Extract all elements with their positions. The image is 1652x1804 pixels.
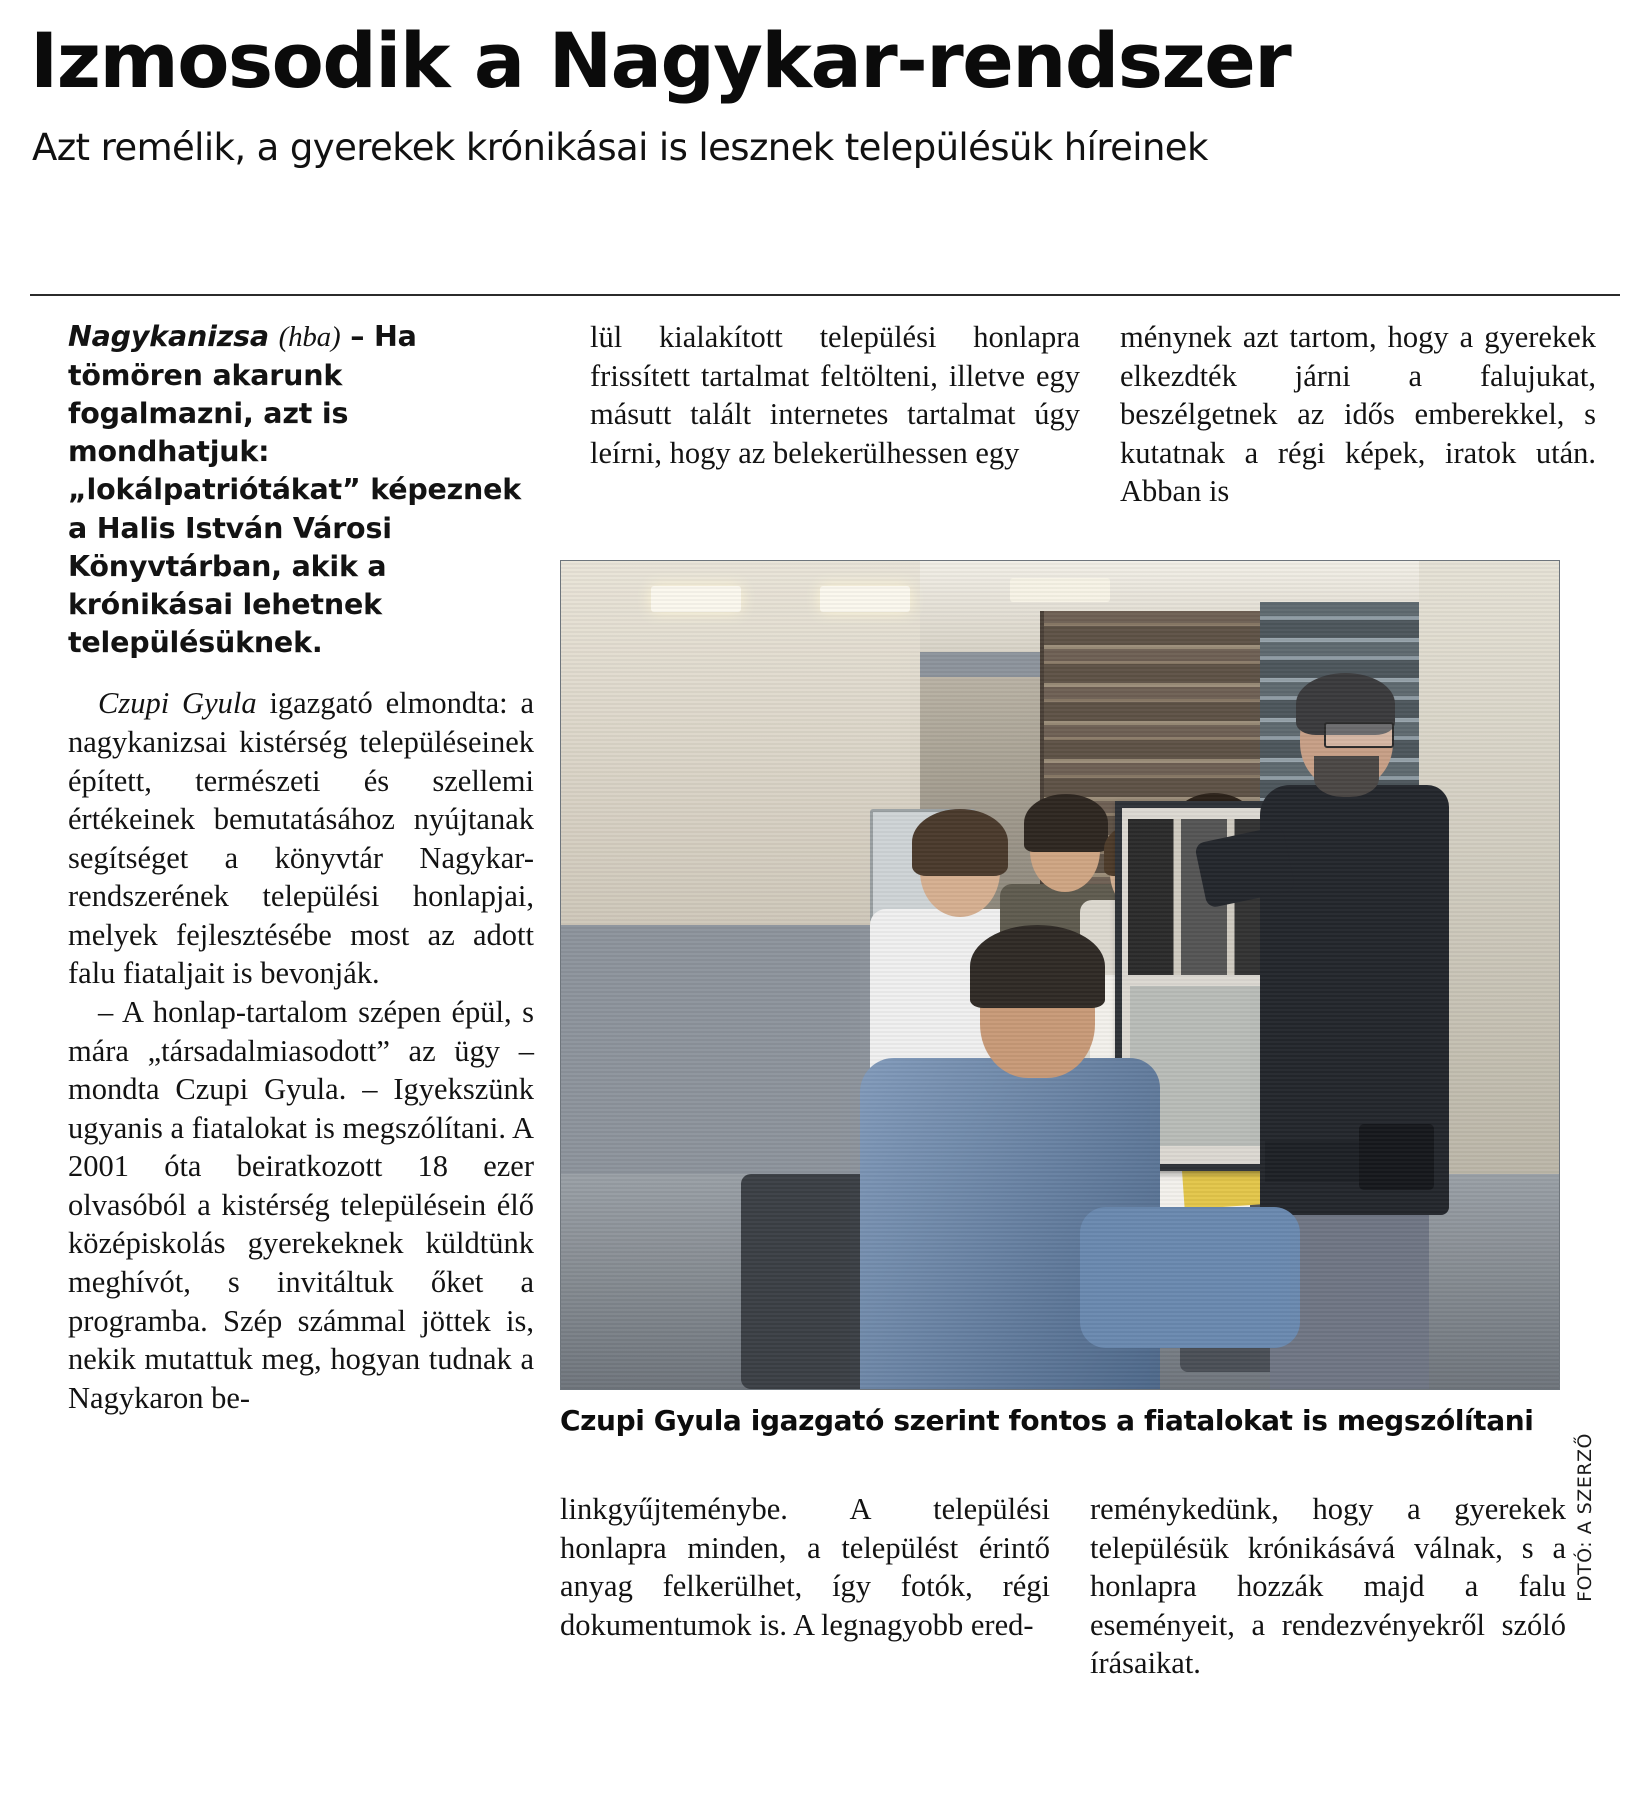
column-three-lower (1090, 1490, 1566, 1683)
header-divider (30, 294, 1620, 296)
column-two (590, 318, 1080, 472)
lower-col2-paragraph: linkgyűjteménybe. A települési honlapra minden, a települést érintő anyag felkerülhet, így fotók, régi dokumentumok is. A legnagyobb ered- (560, 1492, 1050, 1642)
column-three (1120, 318, 1596, 511)
lead-text: – Ha tömören akarunk fogalmazni, azt is mondhatjuk: „lokálpatriótákat” képeznek a Halis István Városi Könyvtárban, akik a krónikásai lehetnek településüknek. (68, 320, 522, 660)
col2-paragraph-1: lül kialakított települési honlapra frissített tartalmat feltölteni, illetve egy másutt talált internetes tartalmat úgy leírni, hogy az belekerülhessen egy (590, 320, 1080, 470)
dateline-place: Nagykanizsa (68, 320, 269, 353)
photo-credit: FOTÓ: A SZERZŐ (1574, 1433, 1596, 1602)
col1-paragraph-2: – A honlap-tartalom szépen épül, s mára „társadalmiasodott” az ügy – mondta Czupi Gyula. – Igyekszünk ugyanis a fiatalokat is megszólítani. A 2001 óta beiratkozott 18 ezer olvasóból a kistérség településein élő középiskolás gyerekeknek küldtünk meghívót, s invitáltuk őket a programba. Szép számmal jöttek is, nekik mutattuk meg, hogyan tudnak a Nagykaron be- (68, 994, 534, 1415)
photo-caption: Czupi Gyula igazgató szerint fontos a fiatalokat is megszólítani (560, 1404, 1534, 1437)
col1-paragraph-1-text: igazgató elmondta: a nagykanizsai kistérség településeinek épített, természeti és szellemi értékeinek bemutatásához nyújtanak segítséget a könyvtár Nagykar-rendszerének települési honlapjai, melyek fejlesztésébe most az adott falu fiataljait is bevonják. (68, 686, 534, 991)
article-subheadline: Azt remélik, a gyerekek krónikásai is lesznek településük híreinek (32, 125, 1208, 169)
lead-paragraph (68, 318, 534, 662)
page-title: Izmosodik a Nagykar-rendszer (30, 16, 1291, 105)
col3-paragraph-1: ménynek azt tartom, hogy a gyerekek elkezdték járni a falujukat, beszélgetnek az idős emberekkel, s kutatnak a régi képek, iratok után. Abban is (1120, 320, 1596, 509)
photo-print-grain (561, 561, 1559, 1389)
lower-col3-paragraph: reménykedünk, hogy a gyerekek településük krónikásává válnak, s a honlapra hozzák majd a falu eseményeit, a rendezvényekről szóló írásaikat. (1090, 1492, 1566, 1681)
person-name-emphasis: Czupi Gyula (98, 686, 257, 721)
col1-paragraph-1 (68, 684, 534, 993)
article-photo (560, 560, 1560, 1390)
column-two-lower (560, 1490, 1050, 1644)
column-one (68, 318, 534, 1417)
dateline-byline: (hba) (278, 321, 341, 353)
